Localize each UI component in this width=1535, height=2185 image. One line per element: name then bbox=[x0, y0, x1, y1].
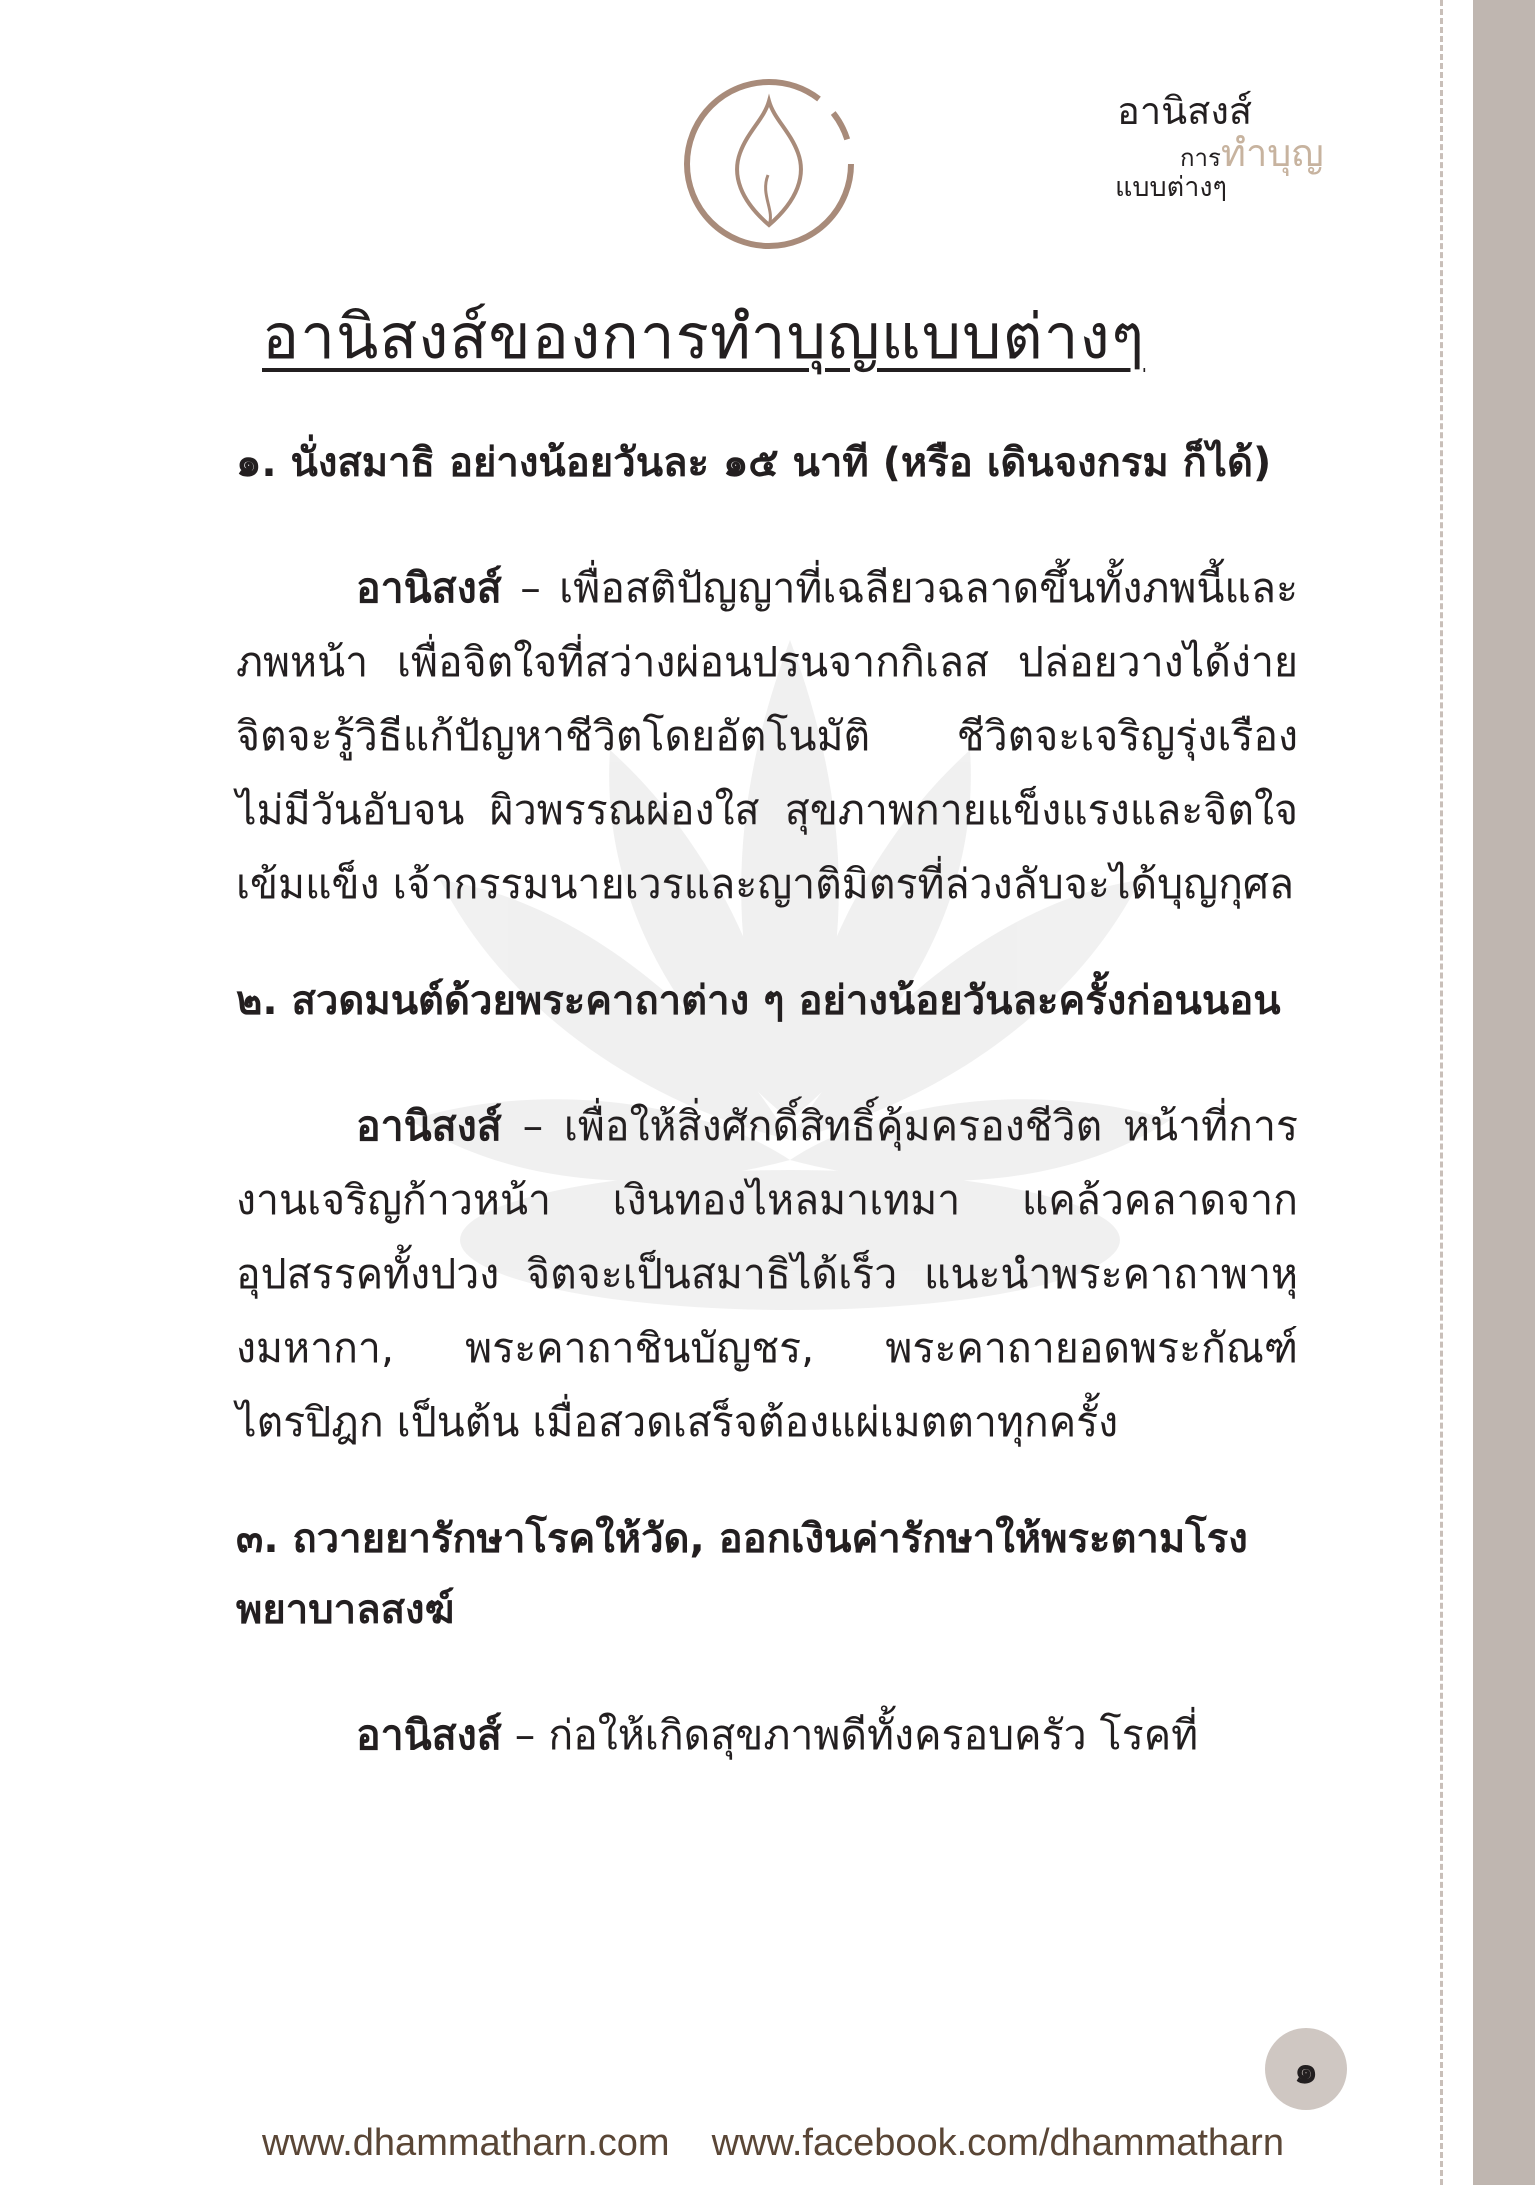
brand-line2-small: การ bbox=[1180, 144, 1221, 172]
benefit-label: อานิสงส์ bbox=[356, 564, 502, 612]
benefit-label: อานิสงส์ bbox=[356, 1711, 502, 1759]
section-heading-2: ๒. สวดมนต์ด้วยพระคาถาต่าง ๆ อย่างน้อยวันละครั้งก่อนนอน bbox=[236, 978, 1281, 1024]
page-number-badge: ๑ bbox=[1265, 2028, 1347, 2110]
benefit-text: – ก่อให้เกิดสุขภาพดีทั้งครอบครัว โรคที่ bbox=[501, 1711, 1199, 1759]
brand-line2 bbox=[1095, 131, 1325, 175]
footer bbox=[262, 2122, 1302, 2165]
section-heading-1: ๑. นั่งสมาธิ อย่างน้อยวันละ ๑๕ นาที (หรือ เดินจงกรม ก็ได้) bbox=[236, 440, 1272, 486]
benefit-text: – เพื่อให้สิ่งศักดิ์สิทธิ์คุ้มครองชีวิต หน้าที่การงานเจริญก้าวหน้า เงินทองไหลมาเทมา แคล้วคลาดจากอุปสรรคทั้งปวง จิตจะเป็นสมาธิได้เร็ว แนะนำพระคาถาพาหุงมหากา, พระคาถาชินบัญชร, พระคาถายอดพระกัณฑ์ไตรปิฎก เป็นต้น เมื่อสวดเสร็จต้องแผ่เมตตาทุกครั้ง bbox=[236, 1102, 1298, 1446]
section-paragraph-2 bbox=[236, 1089, 1298, 1459]
header-brand bbox=[1095, 89, 1325, 203]
document-body bbox=[236, 428, 1298, 1772]
section-paragraph-1 bbox=[236, 551, 1298, 921]
brand-line2-big: ทำบุญ bbox=[1220, 131, 1324, 175]
benefit-label: อานิสงส์ bbox=[356, 1102, 502, 1150]
side-strip bbox=[1473, 0, 1535, 2185]
website-link[interactable]: www.dhammatharn.com bbox=[262, 2122, 670, 2164]
dashed-divider bbox=[1440, 0, 1443, 2185]
leaf-logo-icon bbox=[680, 75, 858, 253]
brand-line1: อานิสงส์ bbox=[1117, 89, 1253, 133]
facebook-link[interactable]: www.facebook.com/dhammatharn bbox=[711, 2122, 1284, 2164]
page-title: อานิสงส์ของการทำบุญแบบต่างๆ bbox=[262, 300, 1146, 373]
benefit-text: – เพื่อสติปัญญาที่เฉลียวฉลาดขึ้นทั้งภพนี้และภพหน้า เพื่อจิตใจที่สว่างผ่อนปรนจากกิเลส ปล่อยวางได้ง่าย จิตจะรู้วิธีแก้ปัญหาชีวิตโดยอัตโนมัติ ชีวิตจะเจริญรุ่งเรืองไม่มีวันอับจน ผิวพรรณผ่องใส สุขภาพกายแข็งแรงและจิตใจเข้มแข็ง เจ้ากรรมนายเวรและญาติมิตรที่ล่วงลับจะได้บุญกุศล bbox=[236, 564, 1298, 908]
brand-line3: แบบต่างๆ bbox=[1115, 172, 1228, 203]
section-paragraph-3 bbox=[236, 1698, 1298, 1772]
section-heading-3: ๓. ถวายยารักษาโรคให้วัด, ออกเงินค่ารักษาให้พระตามโรงพยาบาลสงฆ์ bbox=[236, 1516, 1248, 1633]
